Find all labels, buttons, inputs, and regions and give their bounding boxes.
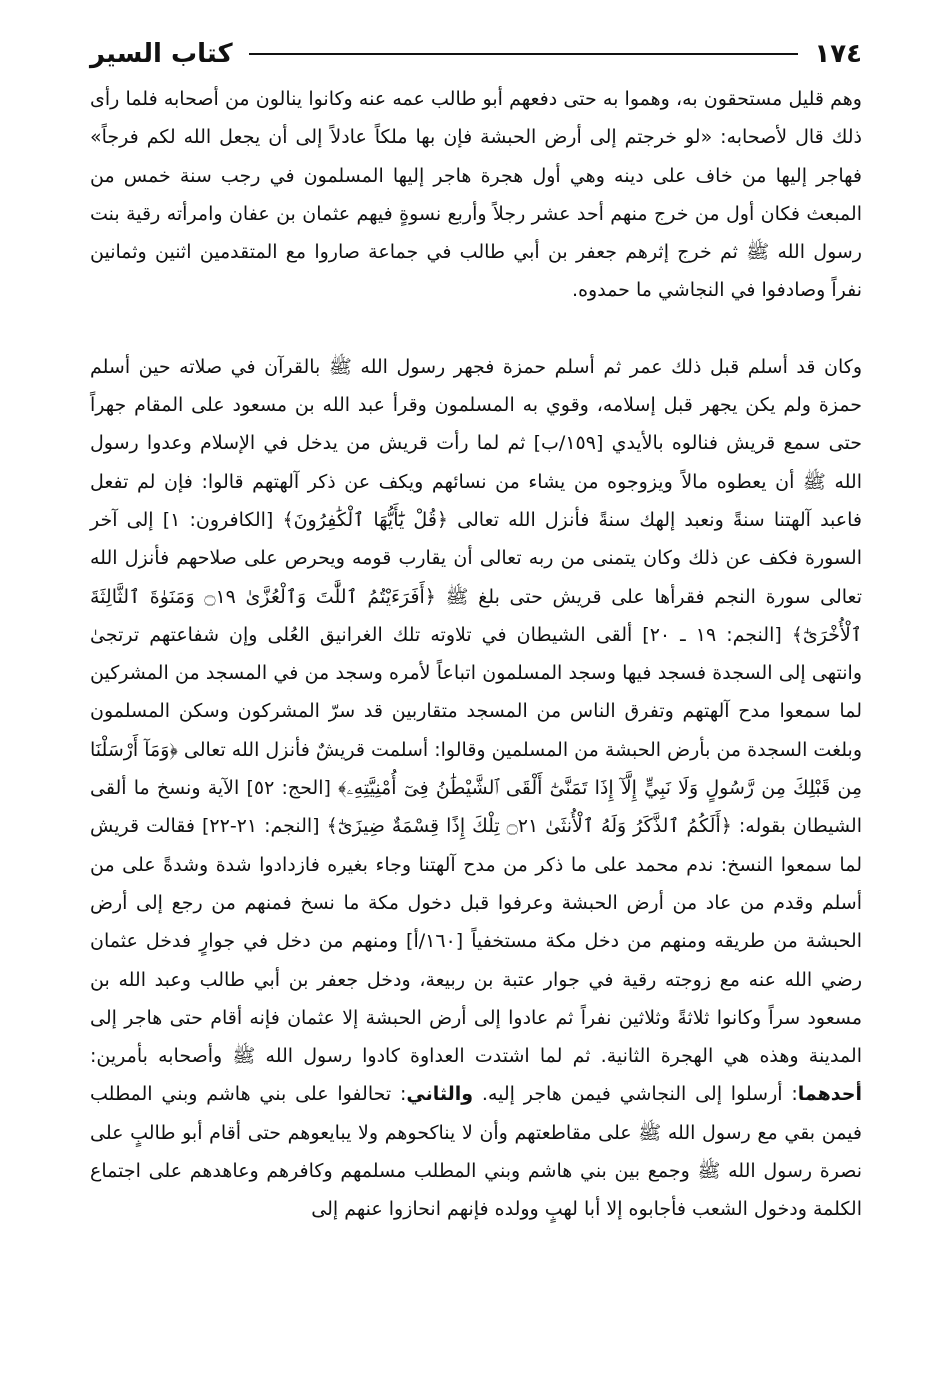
paragraph-first-hijra: وهم قليل مستحقون به، وهموا به حتى دفعهم أبو طالب عمه عنه وكانوا ينالون من أصحابه فلما رأى ذلك قال لأصحابه: «لو خرجتم إلى أرض الحبشة فإن بها ملكاً عادلاً إلى أن يجعل الله لكم فرجاً» فهاجر إليها من خاف على دينه وهي أول هجرة هاجر إليها المسلمون في رجب سنة خمس من المبعث فكان أول من خرج منهم أحد عشر رجلاً وأربع نسوةٍ فيهم عثمان بن عفان وامرأته رقية بنت رسول الله ﷺ ثم خرج إثرهم جعفر بن أبي طالب في جماعة صاروا مع المتقدمين اثنين وثمانين نفراً وصادفوا في النجاشي ما حمدوه.	[90, 88, 862, 302]
paragraph-text-segment: : أرسلوا إلى النجاشي فيمن هاجر إليه.	[481, 1083, 798, 1106]
body-text	[90, 80, 862, 1229]
paragraph-second-hijra	[90, 348, 862, 1229]
paragraph-text-segment: : تحالفوا على بني هاشم وبني المطلب فيمن بقي مع رسول الله ﷺ على مقاطعتهم وأن لا يناكحوهم ولا يبايعوهم حتى أقام أبو طالبٍ على نصرة رسول الله ﷺ وجمع بين بني هاشم وبني المطلب مسلمهم وكافرهم وعاهدهم على اجتماع الكلمة ودخول الشعب فأجابوه إلا أبا لهبٍ وولده فإنهم انحازوا عنهم إلى	[90, 1083, 862, 1221]
running-title: كتاب السير	[90, 39, 233, 69]
page-number: ١٧٤	[814, 39, 862, 69]
bold-term-first: أحدهما	[797, 1083, 862, 1106]
bold-term-second: والثاني	[406, 1083, 474, 1106]
page-header	[90, 34, 862, 74]
paragraph-text-segment: وكان قد أسلم قبل ذلك عمر ثم أسلم حمزة فجهر رسول الله ﷺ بالقرآن في صلاته حين أسلم حمزة ولم يكن يجهر قبل إسلامه، وقوي به المسلمون وقرأ عبد الله بن مسعود على المقام جهراً حتى سمع قريش فنالوه بالأيدي [١٥٩/ب] ثم لما رأت قريش من يدخل في الإسلام وعدوا رسول الله ﷺ أن يعطوه مالاً ويزوجوه من يشاء من نسائهم ويكف عن ذكر آلهتهم قالوا: فإن لم تفعل فاعبد آلهتنا سنةً ونعبد إلهك سنةً فأنزل الله تعالى ﴿قُلْ يَٰٓأَيُّهَا ٱلْكَٰفِرُونَ﴾ [الكافرون: ١] إلى آخر السورة فكف عن ذلك وكان يتمنى من ربه تعالى أن يقارب قومه ويحرص على صلاحهم فأنزل الله تعالى سورة النجم فقرأها على قريش حتى بلغ ﷺ ﴿أَفَرَءَيْتُمُ ٱللَّٰتَ وَٱلْعُزَّىٰ ۝١٩ وَمَنَوٰةَ ٱلثَّالِثَةَ ٱلْأُخْرَىٰٓ﴾ [النجم: ١٩ ـ ٢٠] ألقى الشيطان في تلاوته تلك الغرانيق العُلى وإن شفاعتهم ترتجىٰ وانتهى إلى السجدة فسجد فيها وسجد المسلمون اتباعاً لأمره وسجد من في المسجد من المشركين لما سمعوا مدح آلهتهم وتفرق الناس من المسجد متقاربين قد سرّ المشركون وسكن المسلمون وبلغت السجدة من بأرض الحبشة من المسلمين وقالوا: أسلمت قريشٌ فأنزل الله تعالى ﴿وَمَآ أَرْسَلْنَا مِن قَبْلِكَ مِن رَّسُولٍ وَلَا نَبِيٍّ إِلَّآ إِذَا تَمَنَّىٰٓ أَلْقَى ٱلشَّيْطَٰنُ فِىٓ أُمْنِيَّتِهِۦ﴾ [الحج: ٥٢] الآية ونسخ ما ألقى الشيطان بقوله: ﴿أَلَكُمُ ٱلذَّكَرُ وَلَهُ ٱلْأُنثَىٰ ۝٢١ تِلْكَ إِذًا قِسْمَةٌ ضِيزَىٰٓ﴾ [النجم: ٢١-٢٢] فقالت قريش لما سمعوا النسخ: ندم محمد على ما ذكر من مدح آلهتنا وجاء بغيره فازدادوا شدة وشدةً على من أسلم وقدم من عاد من أرض الحبشة وعرفوا قبل دخول مكة ما نسخ فمنهم من رجع إلى أرض الحبشة من طريقه ومنهم من دخل مكة مستخفياً [١٦٠/أ] ومنهم من دخل في جوارٍ فدخل عثمان رضي الله عنه مع زوجته رقية في جوار عتبة بن ربيعة، ودخل جعفر بن أبي طالب وعبد الله بن مسعود سراً وكانوا ثلاثةً وثلاثين نفراً ثم عادوا إلى أرض الحبشة إلا عثمان فإنه أقام حتى هاجر إلى المدينة وهذه هي الهجرة الثانية. ثم لما اشتدت العداوة كادوا رسول الله ﷺ وأصحابه بأمرين:	[90, 355, 863, 1068]
header-rule	[249, 53, 799, 55]
